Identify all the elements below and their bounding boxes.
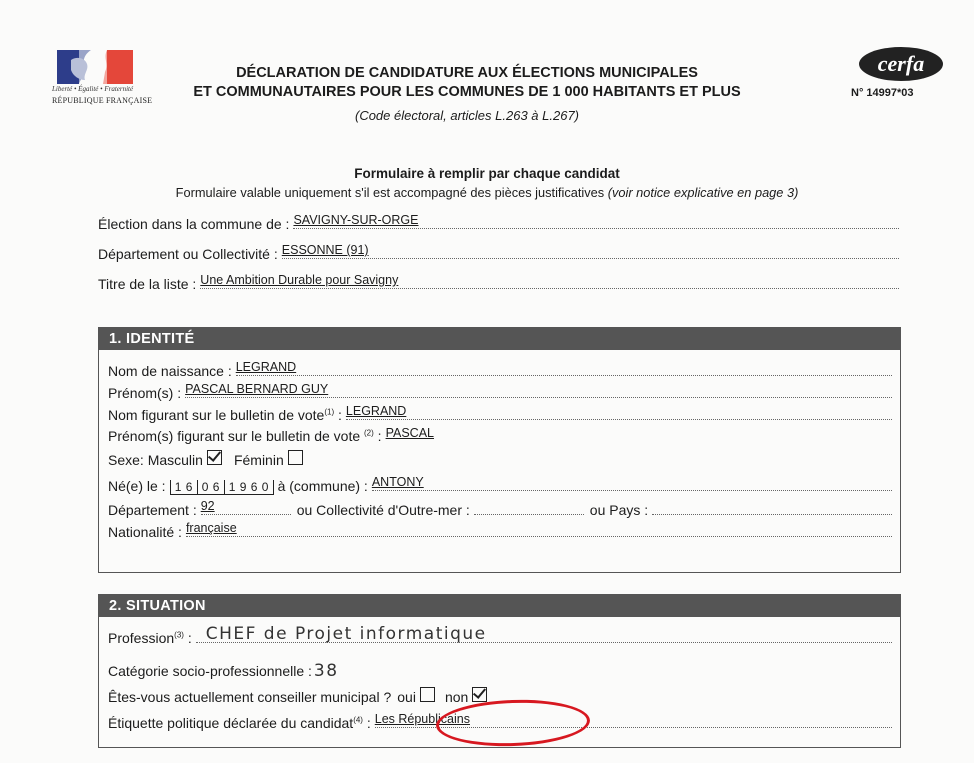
profession-note: (3) <box>174 630 184 640</box>
csp-label: Catégorie socio-professionnelle : <box>108 663 312 679</box>
code-reference: (Code électoral, articles L.263 à L.267) <box>354 108 579 123</box>
csp-row <box>108 661 892 681</box>
nom-bulletin-note: (1) <box>324 407 335 417</box>
outremer-label: ou Collectivité d'Outre-mer : <box>296 502 470 518</box>
commune-value: SAVIGNY-SUR-ORGE <box>293 213 419 227</box>
sexe-masculin-label: Sexe: Masculin <box>108 452 203 468</box>
birth-year: 1 9 6 0 <box>228 480 269 494</box>
departement-naissance-row <box>108 500 892 518</box>
nom-naissance-label: Nom de naissance : <box>108 363 232 379</box>
birth-date-input[interactable] <box>170 480 274 495</box>
etiquette-label-text: Étiquette politique déclarée du candidat <box>108 715 354 731</box>
pays-label: ou Pays : <box>589 502 649 518</box>
commune-naissance-input[interactable] <box>372 476 892 491</box>
cerfa-logo-text: cerfa <box>877 51 925 76</box>
prenoms-row <box>108 383 892 401</box>
oui-label: oui <box>397 689 416 705</box>
prenom-bulletin-row <box>108 427 892 444</box>
departement-naissance-label: Département : <box>108 502 197 518</box>
prenoms-input[interactable] <box>185 383 892 398</box>
form-title-line1: DÉCLARATION DE CANDIDATURE AUX ÉLECTIONS MUNICIPALES <box>236 65 698 81</box>
commune-label: Élection dans la commune de : <box>98 216 290 232</box>
profession-row <box>108 624 892 646</box>
departement-input[interactable] <box>282 244 899 259</box>
etiquette-value: Les Républicains <box>374 712 470 726</box>
feminin-label: Féminin <box>233 452 284 468</box>
nom-naissance-row <box>108 361 892 379</box>
non-label: non <box>444 689 469 705</box>
nom-bulletin-label: Nom figurant sur le bulletin de vote$^{(1)}$ : <box>108 407 342 423</box>
identite-heading: 1. IDENTITÉ <box>99 328 900 350</box>
masculin-checkbox[interactable] <box>207 450 222 465</box>
cerfa-number: N° 14997*03 <box>851 87 914 99</box>
departement-naissance-value: 92 <box>200 499 215 513</box>
prenom-bulletin-note: (2) <box>364 428 374 438</box>
departement-field <box>98 244 899 262</box>
nom-bulletin-row <box>108 405 892 423</box>
etiquette-note: (4) <box>353 715 363 725</box>
liste-field <box>98 274 899 292</box>
prenoms-value: PASCAL BERNARD GUY <box>185 382 329 396</box>
nom-bulletin-label-text: Nom figurant sur le bulletin de vote <box>108 407 325 423</box>
validity-note: (voir notice explicative en page 3) <box>607 185 799 200</box>
conseiller-oui-checkbox[interactable] <box>420 687 435 702</box>
conseiller-non-checkbox[interactable] <box>472 687 487 702</box>
conseiller-label: Êtes-vous actuellement conseiller municipal ? <box>108 689 392 705</box>
naissance-row <box>108 476 892 495</box>
identite-section <box>98 327 901 573</box>
liste-label: Titre de la liste : <box>98 276 197 292</box>
prenoms-label: Prénom(s) : <box>108 385 182 401</box>
form-title-line2: ET COMMUNAUTAIRES POUR LES COMMUNES DE 1 000 HABITANTS ET PLUS <box>193 84 741 100</box>
prenom-bulletin-label: Prénom(s) figurant sur le bulletin de vote $^{(2)}$ : <box>108 428 382 444</box>
ne-le-label: Né(e) le : <box>108 478 166 494</box>
commune-field <box>98 214 899 232</box>
nom-bulletin-input[interactable] <box>346 405 892 420</box>
nationalite-row <box>108 522 892 540</box>
prenom-bulletin-label-text: Prénom(s) figurant sur le bulletin de vote <box>108 428 361 444</box>
nationalite-input[interactable] <box>186 522 892 537</box>
logo-motto: Liberté • Égalité • Fraternité <box>52 85 134 93</box>
situation-heading: 2. SITUATION <box>99 595 900 617</box>
feminin-checkbox[interactable] <box>288 450 303 465</box>
nom-naissance-input[interactable] <box>236 361 892 376</box>
sexe-row <box>108 450 892 468</box>
csp-value[interactable]: 38 <box>313 661 339 681</box>
liste-value: Une Ambition Durable pour Savigny <box>200 273 399 287</box>
nom-bulletin-value: LEGRAND <box>345 404 407 418</box>
nationalite-value: française <box>185 521 237 535</box>
pays-input[interactable] <box>652 500 892 515</box>
form-subtitle: Formulaire à remplir par chaque candidat <box>354 166 620 181</box>
departement-label: Département ou Collectivité : <box>98 246 278 262</box>
profession-input[interactable] <box>196 624 892 644</box>
departement-value: ESSONNE (91) <box>281 243 369 257</box>
prenom-bulletin-value: PASCAL <box>385 426 434 440</box>
validity-text: Formulaire valable uniquement s'il est accompagné des pièces justificatives <box>175 185 605 200</box>
profession-label-text: Profession <box>108 630 175 646</box>
commune-naissance-label: à (commune) : <box>277 478 368 494</box>
cerfa-logo <box>858 46 944 82</box>
logo-republique-text: RÉPUBLIQUE FRANÇAISE <box>52 96 153 105</box>
outremer-input[interactable] <box>474 500 584 515</box>
profession-label: Profession$^{(3)}$ : <box>108 630 192 646</box>
nationalite-label: Nationalité : <box>108 524 182 540</box>
birth-day: 1 6 <box>171 480 198 494</box>
profession-value: CHEF de Projet informatique <box>205 624 487 644</box>
departement-naissance-input[interactable] <box>201 500 291 515</box>
commune-input[interactable] <box>293 214 899 229</box>
nom-naissance-value: LEGRAND <box>235 360 297 374</box>
prenom-bulletin-input[interactable] <box>386 427 432 441</box>
birth-month: 0 6 <box>198 480 225 494</box>
commune-naissance-value: ANTONY <box>371 475 424 489</box>
liste-input[interactable] <box>200 274 899 289</box>
etiquette-label: Étiquette politique déclarée du candidat$^{(4)}$ : <box>108 715 371 731</box>
validity-notice <box>0 185 974 200</box>
